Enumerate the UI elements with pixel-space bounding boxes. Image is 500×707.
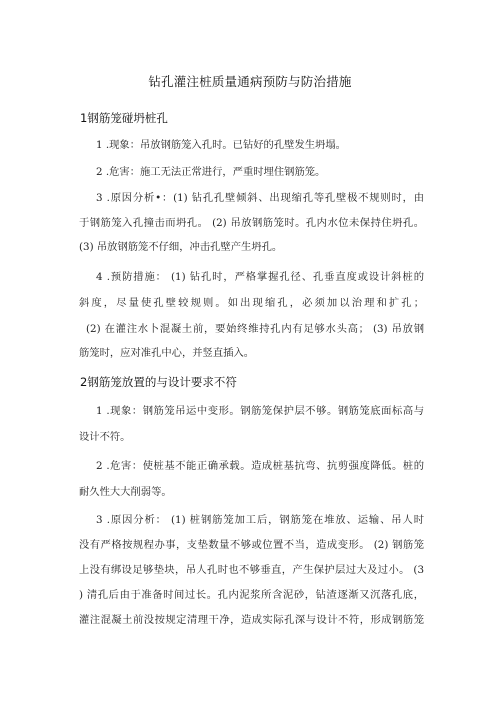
section1-line-2: 2 .危害：施工无法正常进行，严重时埋住钢筋笼。 [96,166,326,178]
section2-line-6: 没有严格按规程办事，支垫数量不够或位置不当，造成变形。 (2) 钢筋笼 [79,539,424,551]
section2-line-5: 3 .原因分析： (1) 桩钢筋笼加工后，钢筋笼在堆放、运输、吊人时 [96,514,424,526]
section2-line-4: 耐久性大大削弱等。 [79,486,172,498]
section2-line-9: 灌注混凝土前没按规定清理干净，造成实际孔深与设计不符，形成钢筋笼 [79,614,424,626]
section1-line-4: 于钢筋笼入孔撞击而坍孔。 (2) 吊放钢筋笼时。孔内水位未保持住坍孔。 [79,217,424,229]
section1-line-7: 斜度，尽量使孔壁较规则。如出现缩孔，必须加以治理和扩孔； [79,297,424,309]
section1-line-1: 1 .现象：吊放钢筋笼入孔时。已钻好的孔壁发生坍塌。 [96,139,346,151]
section-heading-1: 1钢筋笼碰坍桩孔 [80,111,168,125]
section1-line-9: 筋笼时，应对准孔中心，并竖直插入。 [79,347,255,359]
section2-line-3: 2 .危害：使桩基不能正确承载。造成桩基抗弯、抗剪强度降低。桩的 [96,460,424,472]
section2-line-1: 1 .现象：钢筋笼吊运中变形。钢筋笼保护层不够。钢筋笼底面标高与 [96,405,424,417]
section-heading-2: 2钢筋笼放置的与设计要求不符 [80,375,237,389]
section2-line-8: ) 清孔后由于准备时间过长。孔内泥浆所含泥砂，钻渣逐渐又沉落孔底， [79,589,424,601]
section1-line-5: (3) 吊放钢筋笼不仔细，冲击孔壁产生坍孔。 [79,241,283,253]
section1-line-6: 4 .预防措施： (1) 钻孔时，严格掌握孔径、孔垂直度或设计斜桩的 [96,271,424,283]
document-title: 钻孔灌注桩质量通病预防与防治措施 [148,74,352,89]
section1-line-3: 3 .原因分析•：(1) 钻孔孔壁倾斜、出现缩孔等孔壁极不规则时，由 [96,192,424,204]
section2-line-2: 设计不符。 [79,431,131,443]
section2-line-7: 上没有绑设足够垫块，吊人孔时也不够垂直，产生保护层过大及过小。 (3 [79,564,424,576]
section1-line-8: (2) 在灌注水卜混凝土前，要始终维持孔内有足够水头高； (3) 吊放钢 [86,323,424,335]
